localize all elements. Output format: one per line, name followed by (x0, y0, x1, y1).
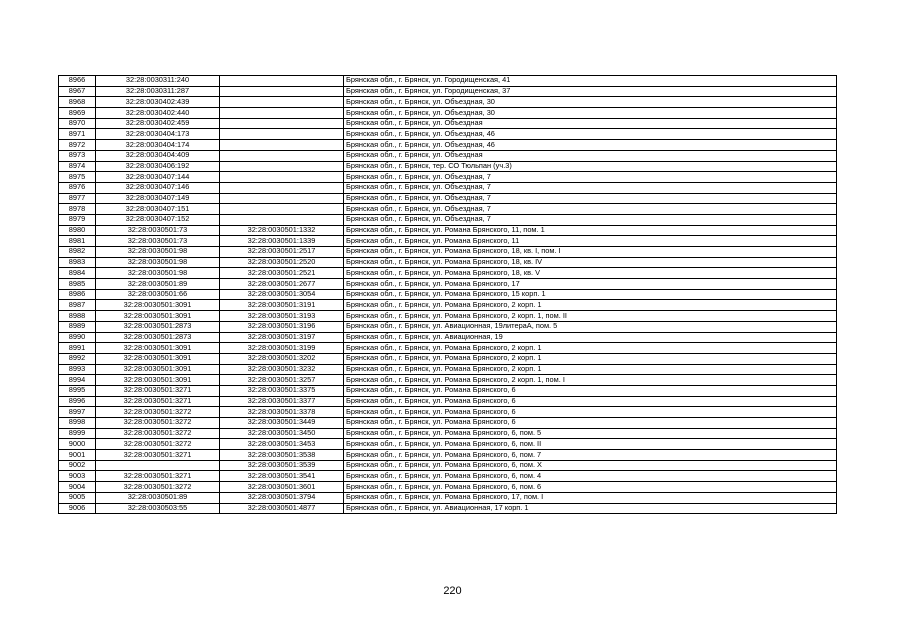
row-number-cell: 8988 (59, 311, 96, 322)
land-cadastral-number-cell: 32:28:0030311:240 (96, 76, 220, 87)
row-number-cell: 8987 (59, 300, 96, 311)
address-cell: Брянская обл., г. Брянск, ул. Романа Брянского, 2 корп. 1 (344, 364, 837, 375)
object-cadastral-number-cell: 32:28:0030501:2521 (220, 268, 344, 279)
table-row (59, 353, 837, 364)
row-number-cell: 8979 (59, 214, 96, 225)
object-cadastral-number-cell (220, 76, 344, 87)
object-cadastral-number-cell: 32:28:0030501:3054 (220, 289, 344, 300)
row-number-cell: 8989 (59, 321, 96, 332)
table-row (59, 108, 837, 119)
row-number-cell: 8976 (59, 182, 96, 193)
land-cadastral-number-cell: 32:28:0030407:151 (96, 204, 220, 215)
table-row (59, 204, 837, 215)
land-cadastral-number-cell: 32:28:0030407:152 (96, 214, 220, 225)
address-cell: Брянская обл., г. Брянск, ул. Городищенская, 41 (344, 76, 837, 87)
land-cadastral-number-cell: 32:28:0030404:174 (96, 140, 220, 151)
object-cadastral-number-cell (220, 193, 344, 204)
row-number-cell: 8995 (59, 385, 96, 396)
address-cell: Брянская обл., г. Брянск, ул. Объездная, 30 (344, 108, 837, 119)
land-cadastral-number-cell: 32:28:0030501:3091 (96, 300, 220, 311)
land-cadastral-number-cell: 32:28:0030501:3272 (96, 439, 220, 450)
land-cadastral-number-cell: 32:28:0030402:459 (96, 118, 220, 129)
table-row (59, 279, 837, 290)
address-cell: Брянская обл., г. Брянск, ул. Объездная, 7 (344, 182, 837, 193)
table-row (59, 343, 837, 354)
land-cadastral-number-cell: 32:28:0030501:3271 (96, 471, 220, 482)
address-cell: Брянская обл., г. Брянск, ул. Романа Брянского, 2 корп. 1, пом. I (344, 375, 837, 386)
row-number-cell: 8999 (59, 428, 96, 439)
table-row (59, 332, 837, 343)
address-cell: Брянская обл., г. Брянск, ул. Объездная, 46 (344, 129, 837, 140)
table-row (59, 311, 837, 322)
address-cell: Брянская обл., г. Брянск, ул. Объездная (344, 150, 837, 161)
object-cadastral-number-cell (220, 86, 344, 97)
address-cell: Брянская обл., г. Брянск, ул. Романа Брянского, 6, пом. 6 (344, 482, 837, 493)
address-cell: Брянская обл., г. Брянск, ул. Объездная, 7 (344, 172, 837, 183)
row-number-cell: 8980 (59, 225, 96, 236)
address-cell: Брянская обл., г. Брянск, ул. Романа Брянского, 6 (344, 396, 837, 407)
object-cadastral-number-cell (220, 118, 344, 129)
object-cadastral-number-cell (220, 161, 344, 172)
object-cadastral-number-cell (220, 129, 344, 140)
row-number-cell: 8998 (59, 418, 96, 429)
land-cadastral-number-cell: 32:28:0030501:3272 (96, 418, 220, 429)
table-row (59, 161, 837, 172)
object-cadastral-number-cell: 32:28:0030501:3449 (220, 418, 344, 429)
address-cell: Брянская обл., г. Брянск, ул. Авиационная, 19литераА, пом. 5 (344, 321, 837, 332)
table-row (59, 375, 837, 386)
row-number-cell: 8974 (59, 161, 96, 172)
table-row (59, 428, 837, 439)
address-cell: Брянская обл., г. Брянск, ул. Авиационная, 17 корп. 1 (344, 503, 837, 514)
land-cadastral-number-cell: 32:28:0030402:439 (96, 97, 220, 108)
table-row (59, 150, 837, 161)
row-number-cell: 8981 (59, 236, 96, 247)
table-row (59, 214, 837, 225)
table-row (59, 268, 837, 279)
row-number-cell: 9005 (59, 492, 96, 503)
object-cadastral-number-cell: 32:28:0030501:3232 (220, 364, 344, 375)
table-row (59, 471, 837, 482)
address-cell: Брянская обл., г. Брянск, ул. Романа Брянского, 18, кв. V (344, 268, 837, 279)
land-cadastral-number-cell: 32:28:0030501:3272 (96, 428, 220, 439)
row-number-cell: 8982 (59, 247, 96, 258)
table-row (59, 289, 837, 300)
object-cadastral-number-cell: 32:28:0030501:3541 (220, 471, 344, 482)
row-number-cell: 9004 (59, 482, 96, 493)
table-row (59, 492, 837, 503)
table-row (59, 225, 837, 236)
land-cadastral-number-cell: 32:28:0030501:3272 (96, 407, 220, 418)
object-cadastral-number-cell: 32:28:0030501:3794 (220, 492, 344, 503)
row-number-cell: 8968 (59, 97, 96, 108)
table-row (59, 385, 837, 396)
address-cell: Брянская обл., г. Брянск, ул. Романа Брянского, 6, пом. 5 (344, 428, 837, 439)
land-cadastral-number-cell: 32:28:0030501:2873 (96, 332, 220, 343)
row-number-cell: 8969 (59, 108, 96, 119)
object-cadastral-number-cell: 32:28:0030501:1339 (220, 236, 344, 247)
land-cadastral-number-cell: 32:28:0030501:98 (96, 247, 220, 258)
object-cadastral-number-cell (220, 204, 344, 215)
address-cell: Брянская обл., г. Брянск, ул. Объездная, 30 (344, 97, 837, 108)
address-cell: Брянская обл., г. Брянск, ул. Романа Брянского, 6, пом. 4 (344, 471, 837, 482)
object-cadastral-number-cell: 32:28:0030501:3538 (220, 450, 344, 461)
table-row (59, 460, 837, 471)
object-cadastral-number-cell: 32:28:0030501:3539 (220, 460, 344, 471)
address-cell: Брянская обл., г. Брянск, ул. Объездная, 46 (344, 140, 837, 151)
object-cadastral-number-cell (220, 214, 344, 225)
row-number-cell: 8990 (59, 332, 96, 343)
row-number-cell: 8994 (59, 375, 96, 386)
land-cadastral-number-cell: 32:28:0030407:144 (96, 172, 220, 183)
land-cadastral-number-cell: 32:28:0030501:3091 (96, 353, 220, 364)
row-number-cell: 8978 (59, 204, 96, 215)
address-cell: Брянская обл., г. Брянск, ул. Объездная (344, 118, 837, 129)
address-cell: Брянская обл., г. Брянск, ул. Объездная, 7 (344, 214, 837, 225)
address-cell: Брянская обл., г. Брянск, ул. Романа Брянского, 15 корп. 1 (344, 289, 837, 300)
object-cadastral-number-cell: 32:28:0030501:3199 (220, 343, 344, 354)
land-cadastral-number-cell: 32:28:0030501:89 (96, 492, 220, 503)
object-cadastral-number-cell: 32:28:0030501:3453 (220, 439, 344, 450)
object-cadastral-number-cell (220, 182, 344, 193)
address-cell: Брянская обл., г. Брянск, ул. Романа Брянского, 11 (344, 236, 837, 247)
land-cadastral-number-cell: 32:28:0030311:287 (96, 86, 220, 97)
object-cadastral-number-cell: 32:28:0030501:2520 (220, 257, 344, 268)
page-number: 220 (443, 585, 462, 597)
land-cadastral-number-cell: 32:28:0030501:3091 (96, 375, 220, 386)
object-cadastral-number-cell: 32:28:0030501:3202 (220, 353, 344, 364)
address-cell: Брянская обл., г. Брянск, ул. Романа Брянского, 2 корп. 1 (344, 343, 837, 354)
address-cell: Брянская обл., г. Брянск, ул. Романа Брянского, 6, пом. 7 (344, 450, 837, 461)
land-cadastral-number-cell: 32:28:0030404:173 (96, 129, 220, 140)
table-row (59, 182, 837, 193)
table-row (59, 396, 837, 407)
table-row (59, 300, 837, 311)
land-cadastral-number-cell: 32:28:0030501:3271 (96, 385, 220, 396)
table-row (59, 439, 837, 450)
table-row (59, 172, 837, 183)
row-number-cell: 8997 (59, 407, 96, 418)
table-row (59, 364, 837, 375)
address-cell: Брянская обл., г. Брянск, ул. Романа Брянского, 2 корп. 1 (344, 353, 837, 364)
row-number-cell: 8991 (59, 343, 96, 354)
table-row (59, 76, 837, 87)
row-number-cell: 9000 (59, 439, 96, 450)
land-cadastral-number-cell: 32:28:0030501:73 (96, 236, 220, 247)
object-cadastral-number-cell: 32:28:0030501:3191 (220, 300, 344, 311)
row-number-cell: 8967 (59, 86, 96, 97)
object-cadastral-number-cell (220, 108, 344, 119)
row-number-cell: 8973 (59, 150, 96, 161)
address-cell: Брянская обл., г. Брянск, ул. Объездная, 7 (344, 193, 837, 204)
row-number-cell: 8977 (59, 193, 96, 204)
address-cell: Брянская обл., г. Брянск, ул. Романа Брянского, 6, пом. X (344, 460, 837, 471)
table-row (59, 503, 837, 514)
land-cadastral-number-cell: 32:28:0030501:98 (96, 257, 220, 268)
object-cadastral-number-cell: 32:28:0030501:3450 (220, 428, 344, 439)
table-row (59, 236, 837, 247)
address-cell: Брянская обл., г. Брянск, ул. Романа Брянского, 18, кв. I, пом. I (344, 247, 837, 258)
object-cadastral-number-cell: 32:28:0030501:3196 (220, 321, 344, 332)
land-cadastral-number-cell: 32:28:0030406:192 (96, 161, 220, 172)
land-cadastral-number-cell: 32:28:0030404:409 (96, 150, 220, 161)
address-cell: Брянская обл., г. Брянск, ул. Объездная, 7 (344, 204, 837, 215)
land-cadastral-number-cell: 32:28:0030407:146 (96, 182, 220, 193)
land-cadastral-number-cell: 32:28:0030402:440 (96, 108, 220, 119)
row-number-cell: 9006 (59, 503, 96, 514)
table-row (59, 257, 837, 268)
table-row (59, 407, 837, 418)
row-number-cell: 8993 (59, 364, 96, 375)
table-row (59, 321, 837, 332)
address-cell: Брянская обл., г. Брянск, ул. Романа Брянского, 18, кв. IV (344, 257, 837, 268)
address-cell: Брянская обл., г. Брянск, ул. Романа Брянского, 17, пом. I (344, 492, 837, 503)
address-cell: Брянская обл., г. Брянск, ул. Городищенская, 37 (344, 86, 837, 97)
land-cadastral-number-cell: 32:28:0030407:149 (96, 193, 220, 204)
land-cadastral-number-cell: 32:28:0030501:73 (96, 225, 220, 236)
object-cadastral-number-cell: 32:28:0030501:1332 (220, 225, 344, 236)
land-cadastral-number-cell: 32:28:0030501:3091 (96, 343, 220, 354)
table-row (59, 97, 837, 108)
land-cadastral-number-cell: 32:28:0030503:55 (96, 503, 220, 514)
object-cadastral-number-cell (220, 97, 344, 108)
table-row (59, 482, 837, 493)
object-cadastral-number-cell: 32:28:0030501:4877 (220, 503, 344, 514)
land-cadastral-number-cell: 32:28:0030501:3091 (96, 364, 220, 375)
row-number-cell: 8970 (59, 118, 96, 129)
address-cell: Брянская обл., г. Брянск, ул. Романа Брянского, 6 (344, 385, 837, 396)
object-cadastral-number-cell (220, 150, 344, 161)
row-number-cell: 8992 (59, 353, 96, 364)
address-cell: Брянская обл., г. Брянск, ул. Романа Брянского, 17 (344, 279, 837, 290)
row-number-cell: 8966 (59, 76, 96, 87)
land-cadastral-number-cell: 32:28:0030501:3271 (96, 450, 220, 461)
row-number-cell: 8986 (59, 289, 96, 300)
table-row (59, 193, 837, 204)
object-cadastral-number-cell: 32:28:0030501:3197 (220, 332, 344, 343)
address-cell: Брянская обл., г. Брянск, ул. Романа Брянского, 11, пом. 1 (344, 225, 837, 236)
land-cadastral-number-cell: 32:28:0030501:89 (96, 279, 220, 290)
row-number-cell: 9001 (59, 450, 96, 461)
object-cadastral-number-cell (220, 172, 344, 183)
row-number-cell: 8984 (59, 268, 96, 279)
row-number-cell: 8971 (59, 129, 96, 140)
table-row (59, 450, 837, 461)
land-cadastral-number-cell: 32:28:0030501:3271 (96, 396, 220, 407)
property-register-table (58, 75, 837, 514)
object-cadastral-number-cell: 32:28:0030501:3193 (220, 311, 344, 322)
table-body (59, 76, 837, 514)
row-number-cell: 8972 (59, 140, 96, 151)
land-cadastral-number-cell: 32:28:0030501:3091 (96, 311, 220, 322)
land-cadastral-number-cell: 32:28:0030501:2873 (96, 321, 220, 332)
land-cadastral-number-cell: 32:28:0030501:98 (96, 268, 220, 279)
object-cadastral-number-cell: 32:28:0030501:3375 (220, 385, 344, 396)
address-cell: Брянская обл., г. Брянск, тер. СО Тюльпан (уч.3) (344, 161, 837, 172)
row-number-cell: 8983 (59, 257, 96, 268)
table-row (59, 118, 837, 129)
table-row (59, 140, 837, 151)
table-row (59, 86, 837, 97)
address-cell: Брянская обл., г. Брянск, ул. Авиационная, 19 (344, 332, 837, 343)
row-number-cell: 8996 (59, 396, 96, 407)
address-cell: Брянская обл., г. Брянск, ул. Романа Брянского, 2 корп. 1, пом. II (344, 311, 837, 322)
address-cell: Брянская обл., г. Брянск, ул. Романа Брянского, 6 (344, 418, 837, 429)
row-number-cell: 9003 (59, 471, 96, 482)
object-cadastral-number-cell: 32:28:0030501:3378 (220, 407, 344, 418)
object-cadastral-number-cell: 32:28:0030501:3257 (220, 375, 344, 386)
table-row (59, 129, 837, 140)
table-row (59, 247, 837, 258)
address-cell: Брянская обл., г. Брянск, ул. Романа Брянского, 2 корп. 1 (344, 300, 837, 311)
table-row (59, 418, 837, 429)
row-number-cell: 8985 (59, 279, 96, 290)
land-cadastral-number-cell: 32:28:0030501:66 (96, 289, 220, 300)
object-cadastral-number-cell: 32:28:0030501:2517 (220, 247, 344, 258)
object-cadastral-number-cell: 32:28:0030501:2677 (220, 279, 344, 290)
row-number-cell: 8975 (59, 172, 96, 183)
object-cadastral-number-cell: 32:28:0030501:3601 (220, 482, 344, 493)
object-cadastral-number-cell: 32:28:0030501:3377 (220, 396, 344, 407)
row-number-cell: 9002 (59, 460, 96, 471)
object-cadastral-number-cell (220, 140, 344, 151)
land-cadastral-number-cell: 32:28:0030501:3272 (96, 482, 220, 493)
land-cadastral-number-cell (96, 460, 220, 471)
address-cell: Брянская обл., г. Брянск, ул. Романа Брянского, 6 (344, 407, 837, 418)
address-cell: Брянская обл., г. Брянск, ул. Романа Брянского, 6, пом. II (344, 439, 837, 450)
